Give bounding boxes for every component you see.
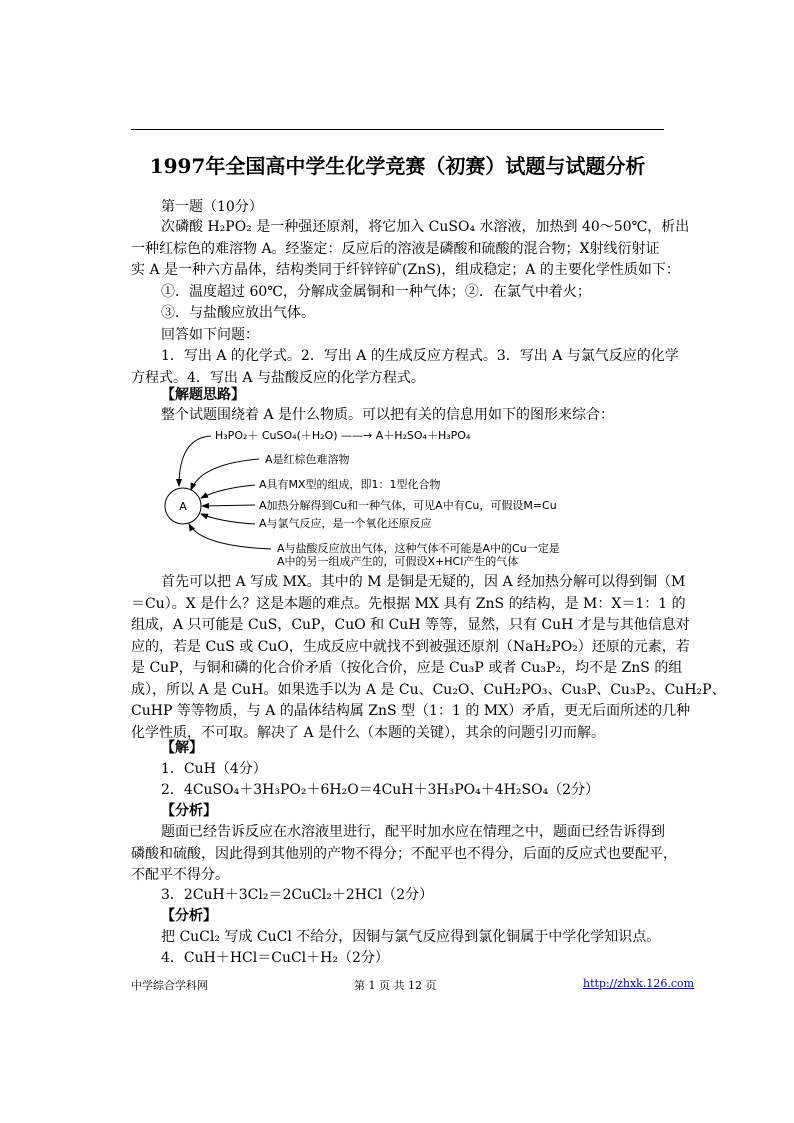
footer-page-number: 第 1 页 共 12 页 — [354, 979, 437, 992]
clue-arrow — [201, 514, 255, 524]
compound-a-label: A — [179, 500, 187, 513]
analysis-line: 组成，A 只可能是 CuS，CuP，CuO 和 CuH 等等，显然，只有 CuH 才是与其他信息对 — [131, 617, 690, 633]
info-diagram — [131, 422, 664, 572]
header-rule — [131, 129, 664, 130]
clue-arrow — [202, 505, 255, 506]
answer-1: 1．CuH（4分） — [161, 761, 267, 777]
section-heading: 第一题（10分） — [161, 199, 263, 215]
analysis-line: ＝Cu）。X 是什么？这是本题的难点。先根据 MX 具有 ZnS 的结构，是 M：X＝1：1 的 — [131, 595, 686, 612]
reaction-equation: H₃PO₂＋ CuSO₄(＋H₂O) ——→ A＋H₂SO₄＋H₃PO₄ — [215, 429, 471, 442]
question-body — [131, 217, 690, 389]
approach-intro: 整个试题围绕着 A 是什么物质。可以把有关的信息用如下的图形来综合： — [161, 407, 615, 423]
question-line: 回答如下问题： — [161, 326, 259, 343]
clue-hydrochloric-2: A中的另一组成产生的，可假设X+HCl产生的气体 — [277, 555, 519, 568]
reaction-arrow — [179, 436, 211, 486]
analysis-body — [131, 572, 726, 744]
answer-3: 3．2CuH＋3Cl₂＝2CuCl₂＋2HCl（2分） — [161, 887, 434, 903]
clue-composition: A具有MX型的组成，即1：1型化合物 — [259, 478, 441, 491]
analysis-heading: 【分析】 — [161, 803, 217, 819]
approach-heading: 【解题思路】 — [161, 387, 245, 403]
analysis-line: 是 CuP，与铜和磷的化合价矛盾（按化合价，应是 Cu₃P 或者 Cu₃P₂，均不是 ZnS 的组 — [131, 660, 683, 676]
clue-color: A是红棕色难溶物 — [265, 453, 350, 466]
clue-arrow — [201, 485, 255, 498]
analysis-chlorine: 把 CuCl₂ 写成 CuCl 不给分，因铜与氯气反应得到氯化铜属于中学化学知识点。 — [161, 929, 661, 945]
question-line: ①．温度超过 60℃，分解成金属铜和一种气体；②．在氯气中着火； — [161, 283, 591, 300]
question-line: 次磷酸 H₂PO₂ 是一种强还原剂，将它加入 CuSO₄ 水溶液，加热到 40～50℃，析出 — [161, 219, 690, 235]
question-line: 实 A 是一种六方晶体，结构类同于纤锌锌矿(ZnS)，组成稳定；A 的主要化学性质如下： — [131, 262, 680, 278]
question-line: 1．写出 A 的化学式。2．写出 A 的生成反应方程式。3．写出 A 与氯气反应的化学 — [161, 348, 679, 364]
answer-4: 4．CuH＋HCl＝CuCl＋H₂（2分） — [161, 950, 389, 966]
answer-2: 2．4CuSO₄＋3H₃PO₂＋6H₂O＝4CuH＋3H₃PO₄＋4H₂SO₄（2分） — [161, 782, 600, 798]
analysis-line: 化学性质，不可取。解决了 A 是什么（本题的关键），其余的问题引刃而解。 — [131, 724, 606, 741]
analysis2-line: 不配平不得分。 — [131, 867, 229, 883]
footer-site-name: 中学综合学科网 — [131, 979, 208, 992]
clue-chlorine: A与氯气反应，是一个氧化还原反应 — [259, 517, 432, 530]
page-title: 1997年全国高中学生化学竞赛（初赛）试题与试题分析 — [149, 154, 646, 178]
analysis-heading-2: 【分析】 — [161, 908, 217, 924]
clue-decomposition: A加热分解得到Cu和一种气体，可见A中有Cu，可假设M=Cu — [259, 499, 557, 512]
clue-hydrochloric: A与盐酸反应放出气体，这种气体不可能是A中的Cu一定是 — [277, 542, 560, 555]
analysis2-line: 磷酸和硫酸，因此得到其他别的产物不得分；不配平也不得分，后面的反应式也要配平， — [131, 845, 677, 862]
analysis-line: 首先可以把 A 写成 MX。其中的 M 是铜是无疑的，因 A 经加热分解可以得到铜（M — [161, 574, 686, 590]
analysis2-line: 题面已经告诉反应在水溶液里进行，配平时加水应在情理之中，题面已经告诉得到 — [161, 824, 665, 840]
analysis-line: CuHP 等等物质，与 A 的晶体结构属 ZnS 型（1：1 的 MX）矛盾，更无后面所述的几种 — [131, 703, 691, 719]
solution-heading: 【解】 — [161, 740, 203, 756]
analysis-line: 应的，若是 CuS 或 CuO，生成反应中就找不到被强还原剂（NaH₂PO₂）还原的元素，若 — [131, 638, 690, 655]
footer-url-link[interactable]: http://zhxk.126.com — [583, 977, 695, 990]
analysis2-body — [131, 822, 677, 887]
question-line: 方程式。4．写出 A 与盐酸反应的化学方程式。 — [131, 369, 425, 386]
question-line: ③．与盐酸应放出气体。 — [161, 305, 315, 321]
question-line: 一种红棕色的难溶物 A。经鉴定：反应后的溶液是磷酸和硫酸的混合物；X射线衍射证 — [131, 240, 660, 257]
analysis-line: 成），所以 A 是 CuH。如果选手以为 A 是 Cu、Cu₂O、CuH₂PO₃、Cu₃P、Cu₃P₂、CuH₂P、 — [131, 681, 726, 698]
